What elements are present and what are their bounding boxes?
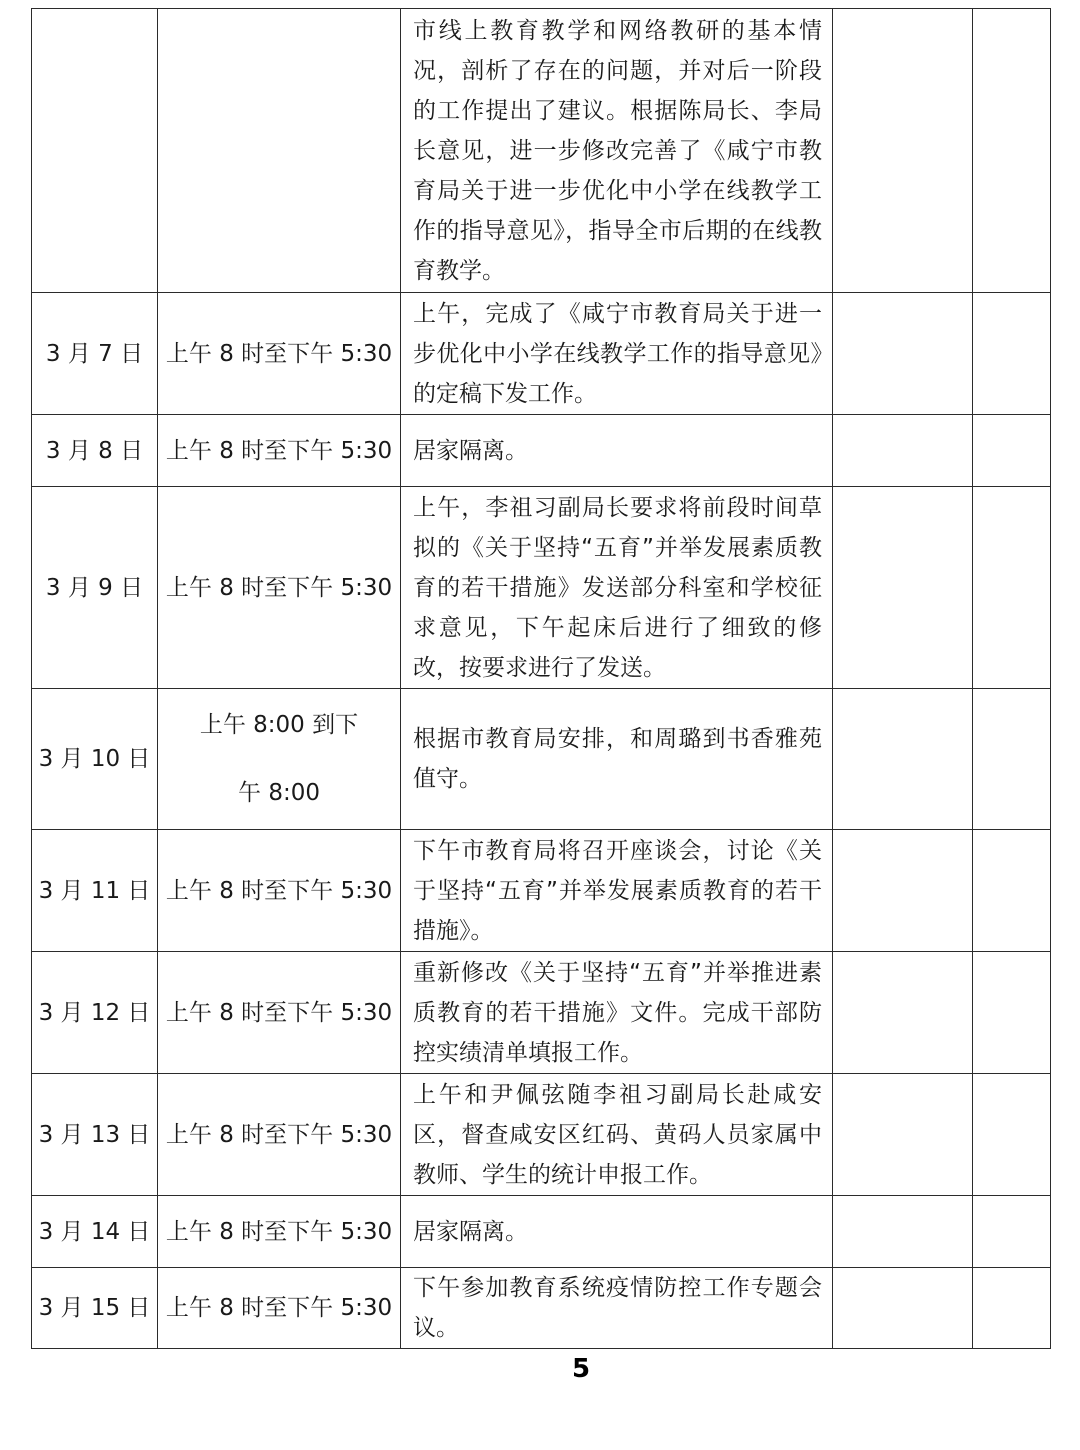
time-cell: 上午 8 时至下午 5:30: [158, 487, 401, 689]
work-content-cell: 上午，完成了《咸宁市教育局关于进一步优化中小学在线教学工作的指导意见》的定稿下发工作。: [401, 293, 833, 415]
date-cell: 3 月 13 日: [32, 1074, 158, 1196]
table-row: [32, 1074, 1051, 1196]
time-cell: 上午 8 时至下午 5:30: [158, 1268, 401, 1349]
work-content-cell: 上午，李祖习副局长要求将前段时间草拟的《关于坚持“五育”并举发展素质教育的若干措施》发送部分科室和学校征求意见，下午起床后进行了细致的修改，按要求进行了发送。: [401, 487, 833, 689]
table-row: [32, 1268, 1051, 1349]
work-content-cell: 重新修改《关于坚持“五育”并举推进素质教育的若干措施》文件。完成干部防控实绩清单填报工作。: [401, 952, 833, 1074]
work-content-cell: 下午参加教育系统疫情防控工作专题会议。: [401, 1268, 833, 1349]
work-log-table: [31, 8, 1051, 1349]
empty-cell: [833, 952, 973, 1074]
work-content-cell: 根据市教育局安排，和周璐到书香雅苑值守。: [401, 689, 833, 830]
empty-cell: [833, 689, 973, 830]
work-content-cell: 下午市教育局将召开座谈会，讨论《关于坚持“五育”并举发展素质教育的若干措施》。: [401, 830, 833, 952]
time-cell: 上午 8 时至下午 5:30: [158, 1196, 401, 1268]
empty-cell: [833, 9, 973, 293]
empty-cell: [833, 1074, 973, 1196]
empty-cell: [833, 293, 973, 415]
empty-cell: [973, 1268, 1051, 1349]
time-cell: 上午 8 时至下午 5:30: [158, 415, 401, 487]
table-row: [32, 952, 1051, 1074]
empty-cell: [973, 689, 1051, 830]
time-cell: 上午 8 时至下午 5:30: [158, 952, 401, 1074]
empty-cell: [833, 415, 973, 487]
empty-cell: [833, 1268, 973, 1349]
date-cell: [32, 9, 158, 293]
work-content-cell: 上午和尹佩弦随李祖习副局长赴咸安区，督查咸安区红码、黄码人员家属中教师、学生的统计申报工作。: [401, 1074, 833, 1196]
empty-cell: [833, 830, 973, 952]
time-cell: 上午 8 时至下午 5:30: [158, 830, 401, 952]
table-row: [32, 1196, 1051, 1268]
empty-cell: [973, 293, 1051, 415]
empty-cell: [973, 1074, 1051, 1196]
time-cell: 上午 8 时至下午 5:30: [158, 1074, 401, 1196]
table-row: [32, 293, 1051, 415]
table-row: [32, 415, 1051, 487]
date-cell: 3 月 7 日: [32, 293, 158, 415]
date-cell: 3 月 14 日: [32, 1196, 158, 1268]
date-cell: 3 月 12 日: [32, 952, 158, 1074]
work-content-cell: 市线上教育教学和网络教研的基本情况，剖析了存在的问题，并对后一阶段的工作提出了建议。根据陈局长、李局长意见，进一步修改完善了《咸宁市教育局关于进一步优化中小学在线教学工作的指导意见》，指导全市后期的在线教育教学。: [401, 9, 833, 293]
empty-cell: [973, 415, 1051, 487]
date-cell: 3 月 9 日: [32, 487, 158, 689]
time-cell: [158, 9, 401, 293]
empty-cell: [833, 487, 973, 689]
table-row: [32, 9, 1051, 293]
empty-cell: [973, 487, 1051, 689]
table-row: [32, 689, 1051, 830]
date-cell: 3 月 15 日: [32, 1268, 158, 1349]
empty-cell: [973, 1196, 1051, 1268]
work-content-cell: 居家隔离。: [401, 1196, 833, 1268]
time-cell: 上午 8:00 到下午 8:00: [158, 689, 401, 830]
table-row: [32, 830, 1051, 952]
table-row: [32, 487, 1051, 689]
empty-cell: [973, 830, 1051, 952]
empty-cell: [973, 952, 1051, 1074]
empty-cell: [833, 1196, 973, 1268]
date-cell: 3 月 8 日: [32, 415, 158, 487]
date-cell: 3 月 10 日: [32, 689, 158, 830]
work-content-cell: 居家隔离。: [401, 415, 833, 487]
time-cell: 上午 8 时至下午 5:30: [158, 293, 401, 415]
page-number: 5: [571, 1354, 591, 1384]
empty-cell: [973, 9, 1051, 293]
date-cell: 3 月 11 日: [32, 830, 158, 952]
